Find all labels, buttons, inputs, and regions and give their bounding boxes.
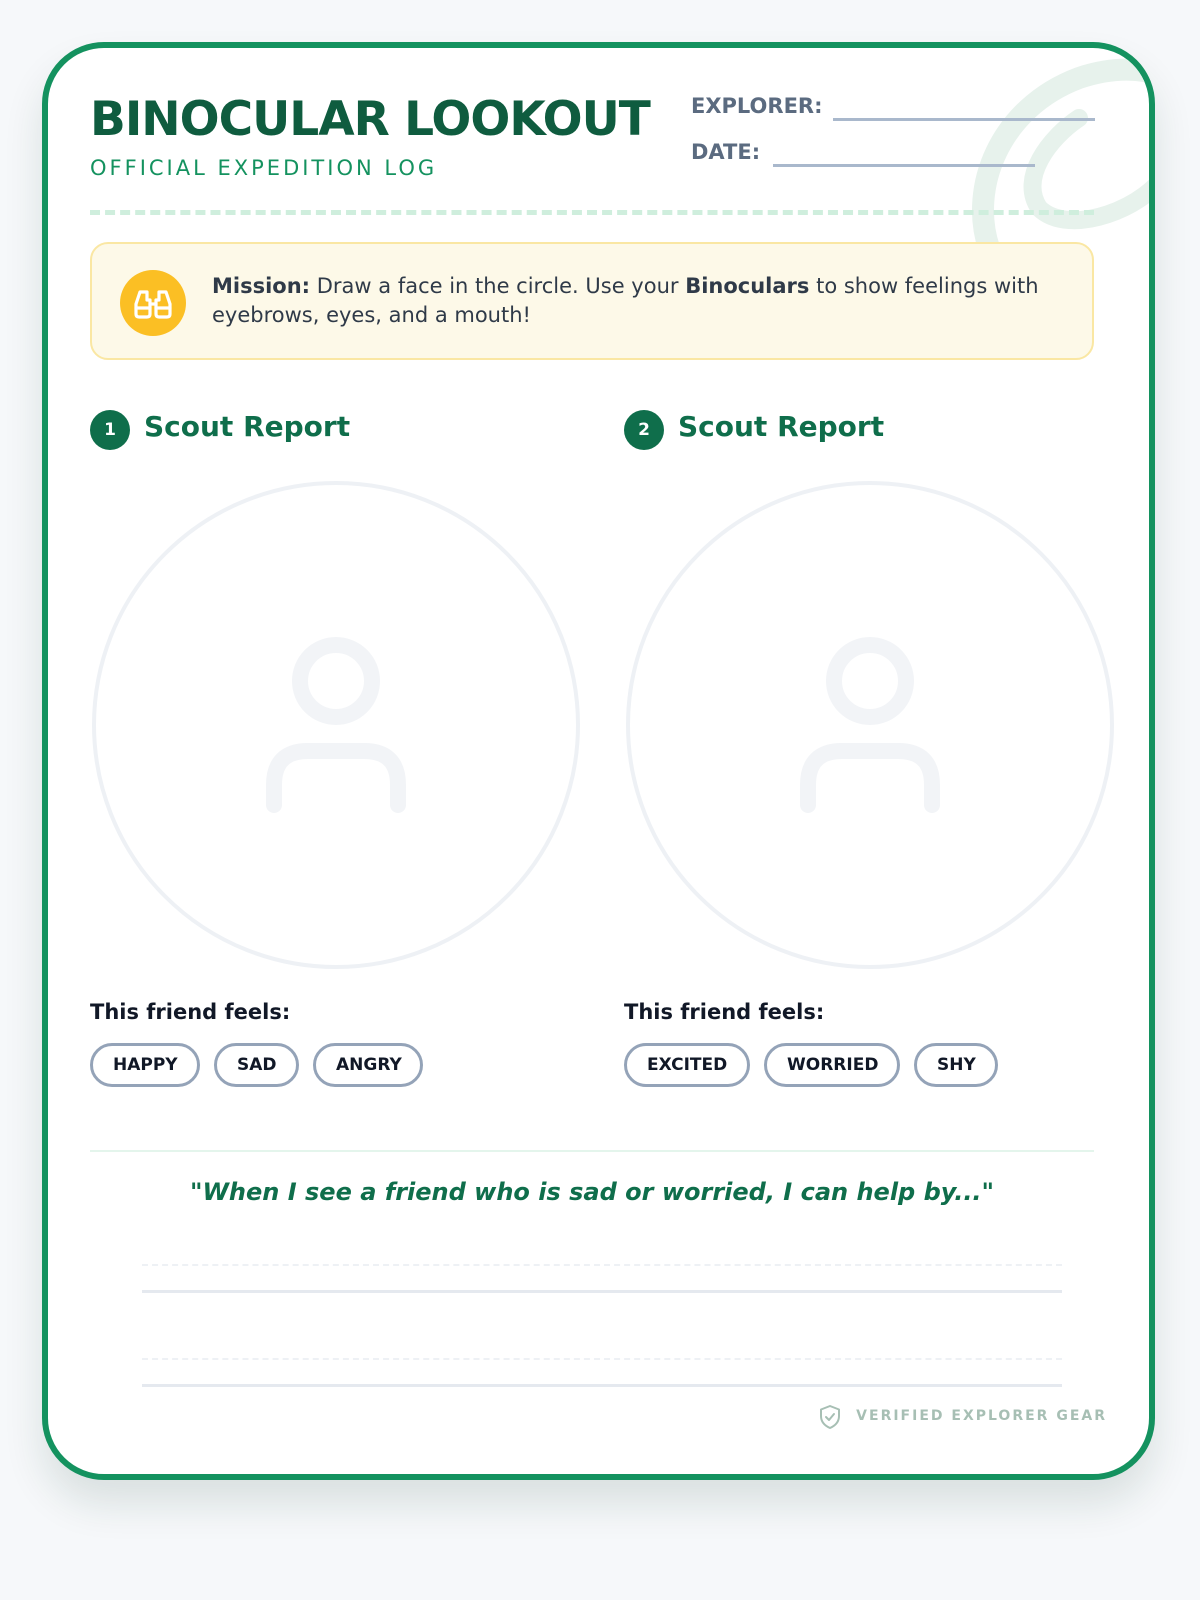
feels-label: This friend feels: bbox=[624, 1000, 825, 1024]
writing-guide-line bbox=[142, 1264, 1062, 1266]
report-number-badge: 1 bbox=[90, 410, 130, 450]
binoculars-icon bbox=[120, 270, 186, 336]
feeling-chip-angry[interactable]: ANGRY bbox=[313, 1043, 423, 1087]
mission-text bbox=[212, 272, 1052, 330]
writing-guide-line bbox=[142, 1358, 1062, 1360]
report-title: Scout Report bbox=[678, 410, 885, 443]
person-icon bbox=[630, 485, 1110, 965]
header-divider bbox=[90, 210, 1094, 215]
leaf-watermark-icon bbox=[929, 42, 1155, 258]
feeling-chip-worried[interactable]: WORRIED bbox=[764, 1043, 900, 1087]
explorer-name-line[interactable] bbox=[833, 118, 1095, 121]
verified-badge bbox=[856, 1402, 1107, 1430]
page-title: BINOCULAR LOOKOUT bbox=[90, 92, 650, 147]
feeling-chip-sad[interactable]: SAD bbox=[214, 1043, 299, 1087]
writing-line[interactable] bbox=[142, 1384, 1062, 1387]
feeling-chip-shy[interactable]: SHY bbox=[914, 1043, 998, 1087]
explorer-label: EXPLORER: bbox=[691, 94, 823, 118]
mission-box bbox=[90, 242, 1094, 360]
feeling-chip-excited[interactable]: EXCITED bbox=[624, 1043, 750, 1087]
face-drawing-circle[interactable] bbox=[626, 481, 1114, 969]
report-title: Scout Report bbox=[144, 410, 351, 443]
mission-label: Mission: bbox=[212, 274, 311, 298]
mission-highlight: Binoculars bbox=[685, 274, 810, 298]
date-label: DATE: bbox=[691, 140, 761, 164]
feels-label: This friend feels: bbox=[90, 1000, 291, 1024]
reflection-prompt: "When I see a friend who is sad or worried, I can help by..." bbox=[189, 1178, 995, 1206]
shield-check-icon bbox=[818, 1404, 842, 1430]
mission-text-part-2: to show feelings with eyebrows, eyes, and a mouth! bbox=[212, 274, 1039, 327]
feeling-chip-happy[interactable]: HAPPY bbox=[90, 1043, 200, 1087]
report-number-badge: 2 bbox=[624, 410, 664, 450]
section-divider bbox=[90, 1150, 1094, 1152]
worksheet-card bbox=[42, 42, 1155, 1480]
writing-line[interactable] bbox=[142, 1290, 1062, 1293]
mission-text-part-1: Draw a face in the circle. Use your bbox=[310, 274, 686, 298]
verified-badge-label: VERIFIED EXPLORER GEAR bbox=[856, 1408, 1107, 1424]
date-line[interactable] bbox=[773, 164, 1035, 167]
face-drawing-circle[interactable] bbox=[92, 481, 580, 969]
page-subtitle: OFFICIAL EXPEDITION LOG bbox=[90, 156, 438, 180]
person-icon bbox=[96, 485, 576, 965]
